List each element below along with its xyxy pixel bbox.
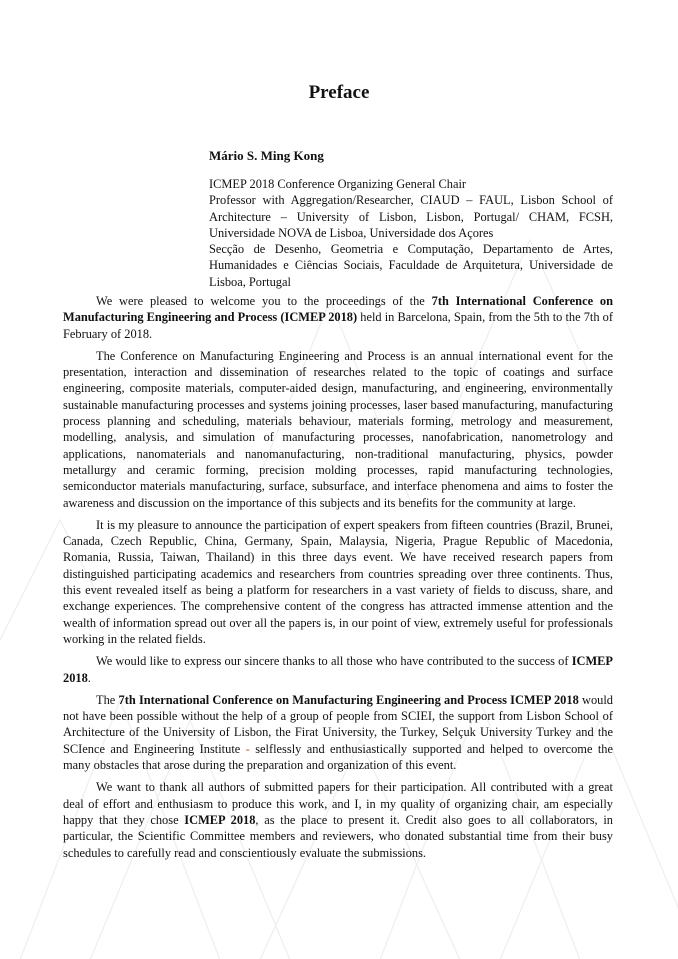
text: , as the place to present it. Credit also goes to all collaborators, in particular, the Scientific Committee members and reviewers, who donated substantial time from their busy schedules to carefully read and conscientiously evaluate the submissions. bbox=[63, 812, 613, 860]
text: We were pleased to welcome you to the proceedings of the bbox=[96, 294, 432, 308]
dash-mark: - bbox=[245, 741, 250, 756]
text: selflessly and enthusiastically supported and helped to overcome the many obstacles that arose during the preparation and organization of this event. bbox=[63, 741, 613, 773]
text: We would like to express our sincere thanks to all those who have contributed to the success of bbox=[96, 654, 572, 669]
paragraph-thanks bbox=[63, 653, 613, 686]
text: held in Barcelona, Spain, from the 5th to the 7th of February of 2018. bbox=[63, 310, 613, 341]
author-name: Mário S. Ming Kong bbox=[209, 148, 324, 163]
author-affiliation bbox=[209, 176, 613, 290]
text: The bbox=[96, 692, 119, 707]
paragraph-authors bbox=[63, 779, 613, 860]
paragraph-speakers: It is my pleasure to announce the participation of expert speakers from fifteen countries (Brazil, Brunei, Canada, Czech Republic, China, Germany, Spain, Malaysia, Nigeria, Prague Republic of Macedonia, Romania, Russia, Taiwan, Thailand) in this three days event. We have received research papers from distinguished participating academics and researchers from countries spreading over three continents. Thus, this event revealed itself as being a platform for researchers in a vast variety of fields to discuss, share, and exchange experiences. The comprehensive content of the congress has attracted immense attention and the wealth of information spread out over all the papers is, in our point of view, extremely useful for professionals working in the related fields. bbox=[63, 517, 613, 646]
text: would not have been possible without the help of a group of people from SCIEI, the support from Lisbon School of Architecture of the University of Lisbon, the Firat University, the Turkey, Selçuk University Turkey and the SCIence and Engineering Institute bbox=[63, 692, 613, 756]
text: . bbox=[87, 670, 91, 685]
preface-body bbox=[63, 293, 613, 867]
affiliation-line: ICMEP 2018 Conference Organizing General Chair bbox=[209, 177, 467, 191]
affiliation-line: Secção de Desenho, Geometria e Computação, Departamento de Artes, Humanidades e Ciências Sociais, Faculdade de Arquitetura, Universidade de Lisboa, Portugal bbox=[209, 242, 613, 289]
conference-name: 7th International Conference on Manufacturing Engineering and Process ICMEP 2018 bbox=[118, 692, 579, 707]
paragraph-welcome bbox=[63, 293, 613, 342]
affiliation-line: Professor with Aggregation/Researcher, CIAUD – FAUL, Lisbon School of Architecture – University of Lisbon, Lisbon, Portugal/ CHAM, FCSH, Universidade NOVA de Lisboa, Universidade dos Açores bbox=[209, 193, 613, 240]
paragraph-support bbox=[63, 692, 613, 773]
conference-name: 7th International Conference on Manufacturing Engineering and Process (ICMEP 2018) bbox=[63, 294, 613, 325]
conference-acronym: ICMEP 2018 bbox=[184, 812, 256, 827]
conference-acronym: ICMEP 2018 bbox=[63, 654, 613, 685]
paragraph-topics: The Conference on Manufacturing Engineering and Process is an annual international event for the presentation, interaction and dissemination of researches related to the topic of coatings and surface engineering, composite materials, computer-aided design, manufacturing, and engineering, environmentally sustainable manufacturing processes and systems joining processes, laser based manufacturing, manufacturing process planning and scheduling, materials behaviour, materials forming, metrology and measurement, modelling, analysis, and simulation of manufacturing processes, nanofabrication, nanometrology and applications, nanomaterials and nanomanufacturing, non-traditional manufacturing, physics, powder metallurgy and ceramic forming, precision molding processes, rapid manufacturing technologies, semiconductor materials manufacturing, surface, subsurface, and interface phenomena and aims to foster the awareness and discussion on the importance of this subjects and its benefits for the community at large. bbox=[63, 348, 613, 510]
page-title: Preface bbox=[308, 82, 370, 103]
text: We want to thank all authors of submitted papers for their participation. All contributed with a great deal of effort and enthusiasm to produce this work, and I, in my quality of organizing chair, am especially happy that they chose bbox=[63, 780, 613, 827]
